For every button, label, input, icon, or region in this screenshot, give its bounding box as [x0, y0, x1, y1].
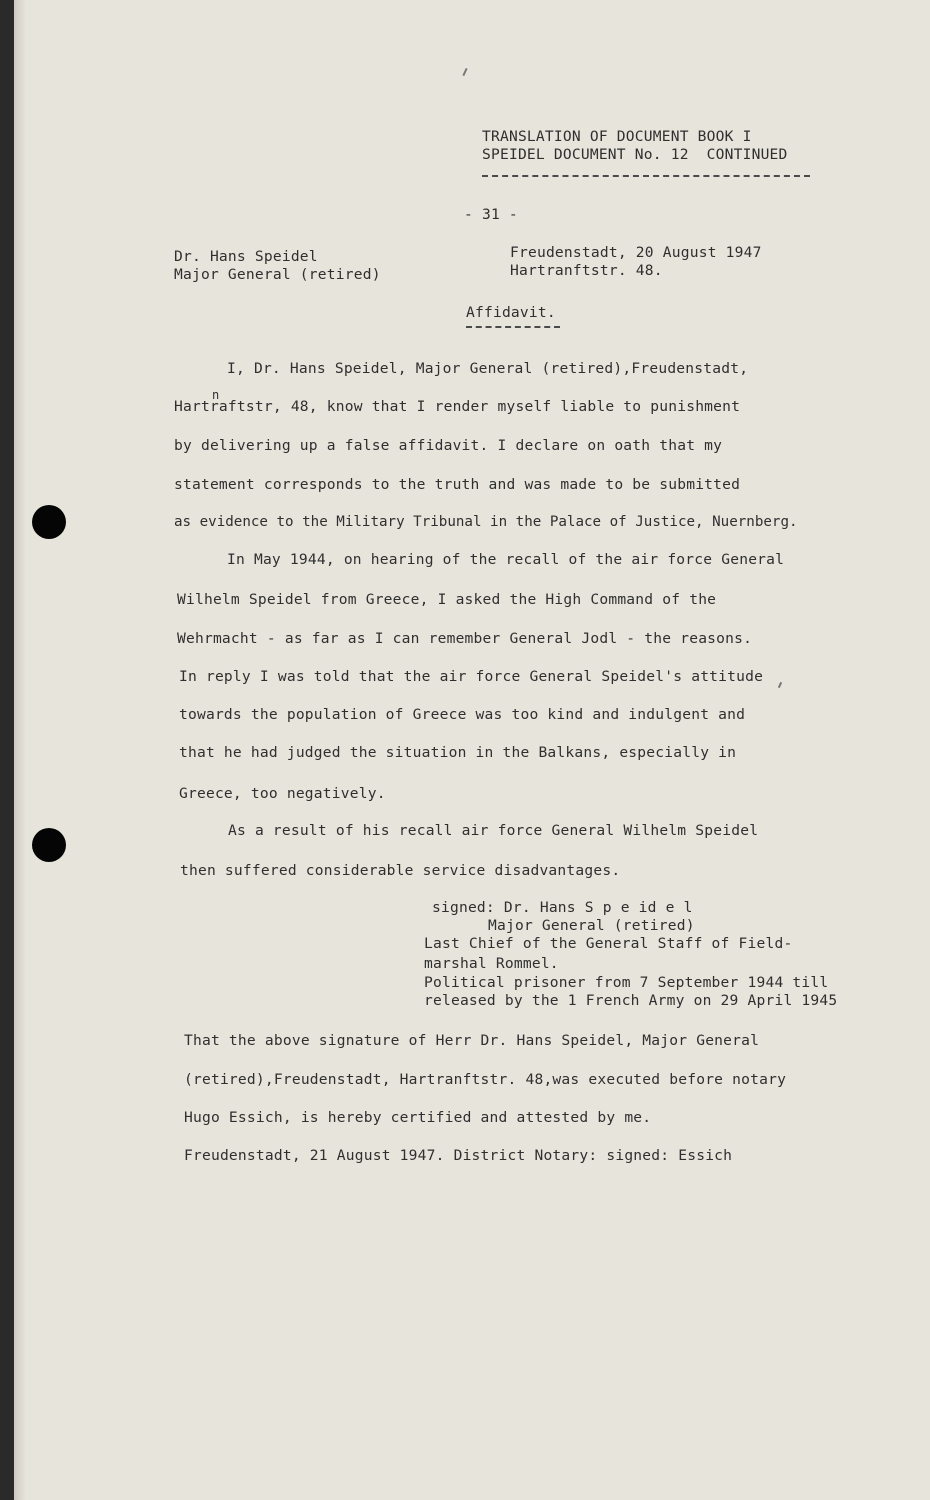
signature-line: Major General (retired) [488, 917, 695, 934]
stray-mark [778, 682, 782, 688]
certification-line: (retired),Freudenstadt, Hartranftstr. 48,was executed before notary [184, 1071, 787, 1088]
title-underline [466, 326, 560, 328]
body-line: I, Dr. Hans Speidel, Major General (retired),Freudenstadt, [227, 360, 749, 377]
signature-line: signed: Dr. Hans S p e id e l [432, 899, 693, 916]
header-line-1: TRANSLATION OF DOCUMENT BOOK I [482, 128, 752, 145]
body-line: In May 1944, on hearing of the recall of the air force General [227, 551, 785, 568]
body-line: that he had judged the situation in the Balkans, especially in [179, 744, 737, 761]
certification-line: That the above signature of Herr Dr. Hans Speidel, Major General [184, 1032, 760, 1049]
certification-line: Hugo Essich, is hereby certified and attested by me. [184, 1109, 652, 1126]
document-title: Affidavit. [466, 304, 556, 321]
header-line-2: SPEIDEL DOCUMENT No. 12 CONTINUED [482, 146, 788, 163]
body-line: then suffered considerable service disadvantages. [180, 862, 621, 879]
page-number: - 31 - [464, 206, 518, 223]
body-line: Greece, too negatively. [179, 785, 386, 802]
signature-line: Political prisoner from 7 September 1944 till [424, 974, 829, 991]
body-line: As a result of his recall air force General Wilhelm Speidel [228, 822, 759, 839]
handwritten-insert: n [212, 388, 220, 402]
signature-line: Last Chief of the General Staff of Field- [424, 935, 793, 952]
document-page [14, 0, 930, 1500]
signature-line: marshal Rommel. [424, 955, 559, 972]
punch-hole-top [32, 505, 66, 539]
punch-hole-bottom [32, 828, 66, 862]
body-line: Wilhelm Speidel from Greece, I asked the High Command of the [177, 591, 717, 608]
certification-line: Freudenstadt, 21 August 1947. District Notary: signed: Essich [184, 1147, 733, 1164]
header-underline [482, 175, 810, 177]
body-line: statement corresponds to the truth and was made to be submitted [174, 476, 741, 493]
body-line: Hartraftstr, 48, know that I render myself liable to punishment [174, 398, 741, 415]
body-line: as evidence to the Military Tribunal in the Palace of Justice, Nuernberg. [174, 514, 798, 530]
stray-mark [462, 68, 467, 76]
body-line: In reply I was told that the air force General Speidel's attitude [179, 668, 764, 685]
page-edge-shadow [14, 0, 26, 1500]
place-date-line-1: Freudenstadt, 20 August 1947 [510, 244, 762, 261]
sender-name: Dr. Hans Speidel [174, 248, 318, 265]
body-line: Wehrmacht - as far as I can remember General Jodl - the reasons. [177, 630, 753, 647]
body-line: by delivering up a false affidavit. I declare on oath that my [174, 437, 723, 454]
sender-title: Major General (retired) [174, 266, 381, 283]
signature-line: released by the 1 French Army on 29 April 1945 [424, 992, 838, 1009]
place-date-line-2: Hartranftstr. 48. [510, 262, 663, 279]
body-line: towards the population of Greece was too kind and indulgent and [179, 706, 746, 723]
